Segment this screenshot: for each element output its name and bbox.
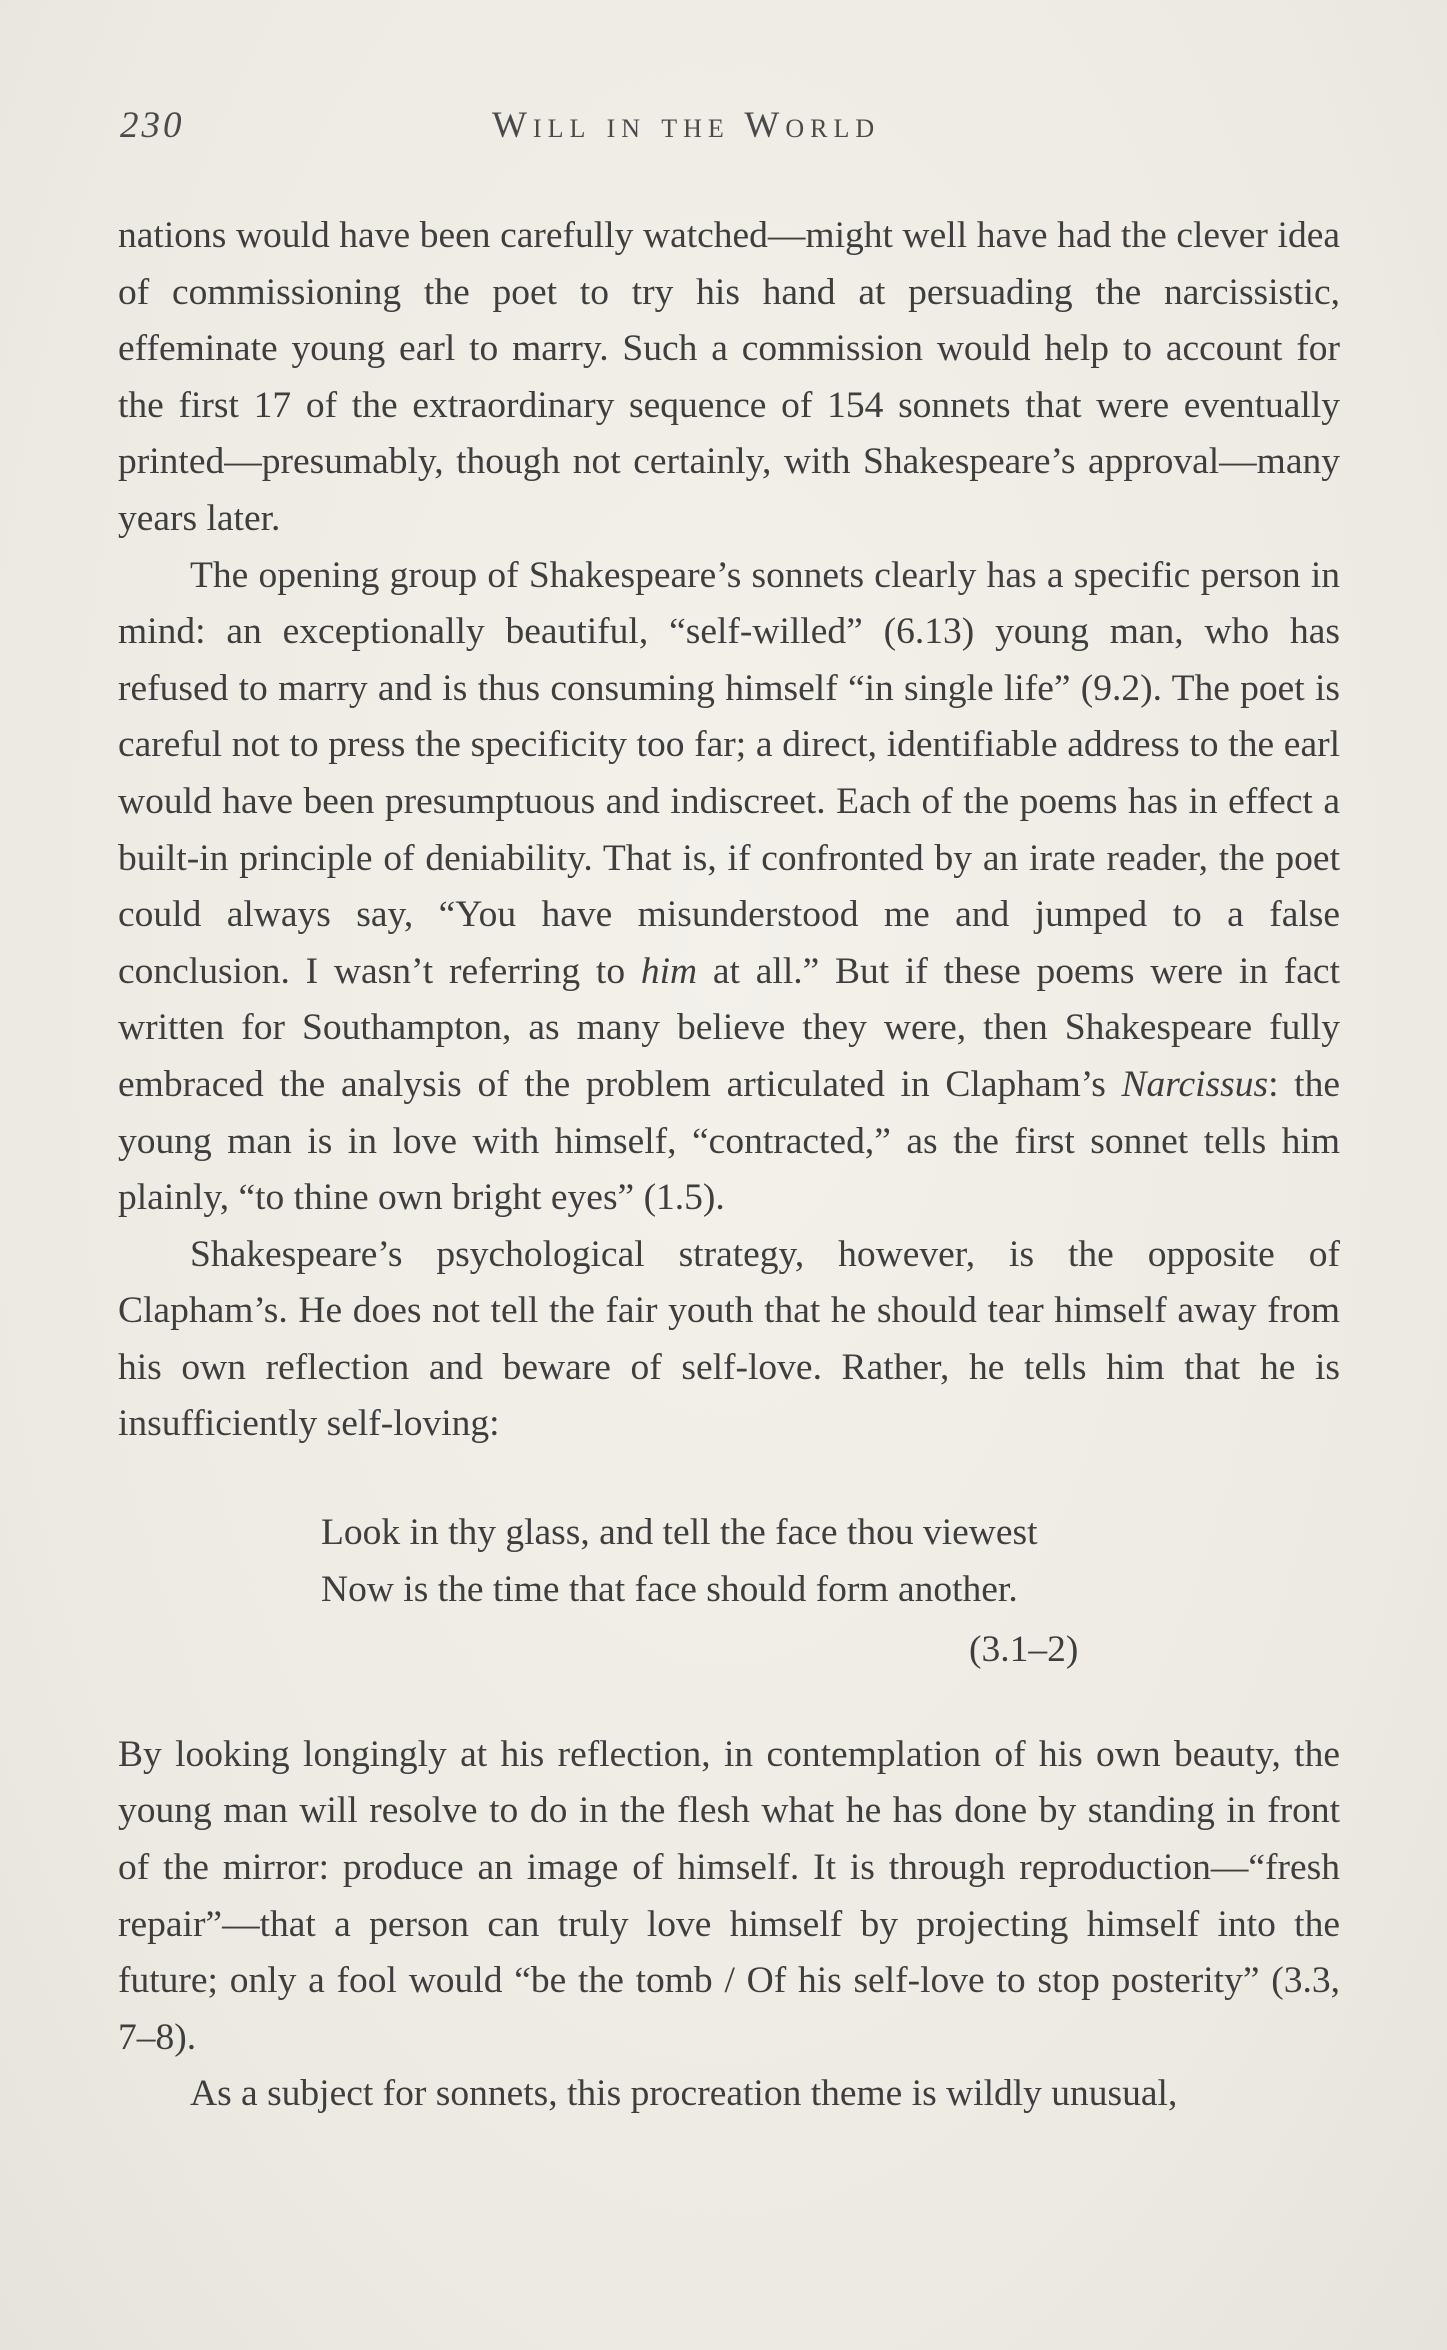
paragraph-text-part: : the young man is in love with himself, “contracted,” as the first sonnet tells him plainly, “to thine own bright eyes” (1.5).: [118, 1063, 1340, 1219]
running-head: [120, 104, 1340, 154]
paragraph-procreation: As a subject for sonnets, this procreation theme is wildly unusual,: [190, 2073, 1178, 2115]
paragraph-reflection: By looking longingly at his reflection, in contemplation of his own beauty, the young man will resolve to do in the flesh what he has done by standing in front of the mirror: produce an image of himself. It is through reproduction—“fresh repair”—that a person can truly love himself by projecting himself into the future; only a fool would “be the tomb / Of his self-love to stop posterity” (3.3, 7–8).: [118, 1733, 1340, 2058]
verse-quotation: [321, 1505, 1241, 1679]
paragraph-strategy: Shakespeare’s psychological strategy, however, is the opposite of Clapham’s. He does not tell the fair youth that he should tear himself away from his own reflection and beware of self-love. Rather, he tells him that he is insufficiently self-loving:: [118, 1233, 1340, 1445]
verse-line: Now is the time that face should form another.: [321, 1568, 1018, 1610]
book-title: Will in the World: [492, 105, 881, 146]
body-text: [118, 208, 1340, 2123]
paragraph-continuation: nations would have been carefully watched—might well have had the clever idea of commissioning the poet to try his hand at persuading the narcissistic, effeminate young earl to marry. Such a commission would help to account for the first 17 of the extraordinary sequence of 154 sonnets that were eventually printed—presumably, though not certainly, with Shakespeare’s approval—many years later.: [118, 215, 1340, 539]
paragraph-text-part: The opening group of Shakespeare’s sonnets clearly has a specific person in mind: an exceptionally beautiful, “self-willed” (6.13) young man, who has refused to marry and is thus consuming himself “in single life” (9.2). The poet is careful not to press the specificity too far; a direct, identifiable address to the earl would have been presumptuous and indiscreet. Each of the poems has in effect a built-in principle of deniability. That is, if confronted by an irate reader, the poet could always say, “You have misunderstood me and jumped to a false conclusion. I wasn’t referring to: [118, 554, 1340, 992]
verse-line: Look in thy glass, and tell the face thou viewest: [321, 1512, 1038, 1554]
emphasis-him: him: [640, 950, 698, 992]
verse-citation: (3.1–2): [969, 1629, 1079, 1671]
page-number: 230: [120, 105, 185, 146]
paragraph-text-part: at all.” But if these poems were in fact written for Southampton, as many believe they were, then Shakespeare fully embraced the analysis of the problem articulated in Clapham’s: [118, 950, 1340, 1105]
paragraph-opening-group: [118, 548, 1340, 1227]
title-narcissus: Narcissus: [1121, 1063, 1269, 1105]
